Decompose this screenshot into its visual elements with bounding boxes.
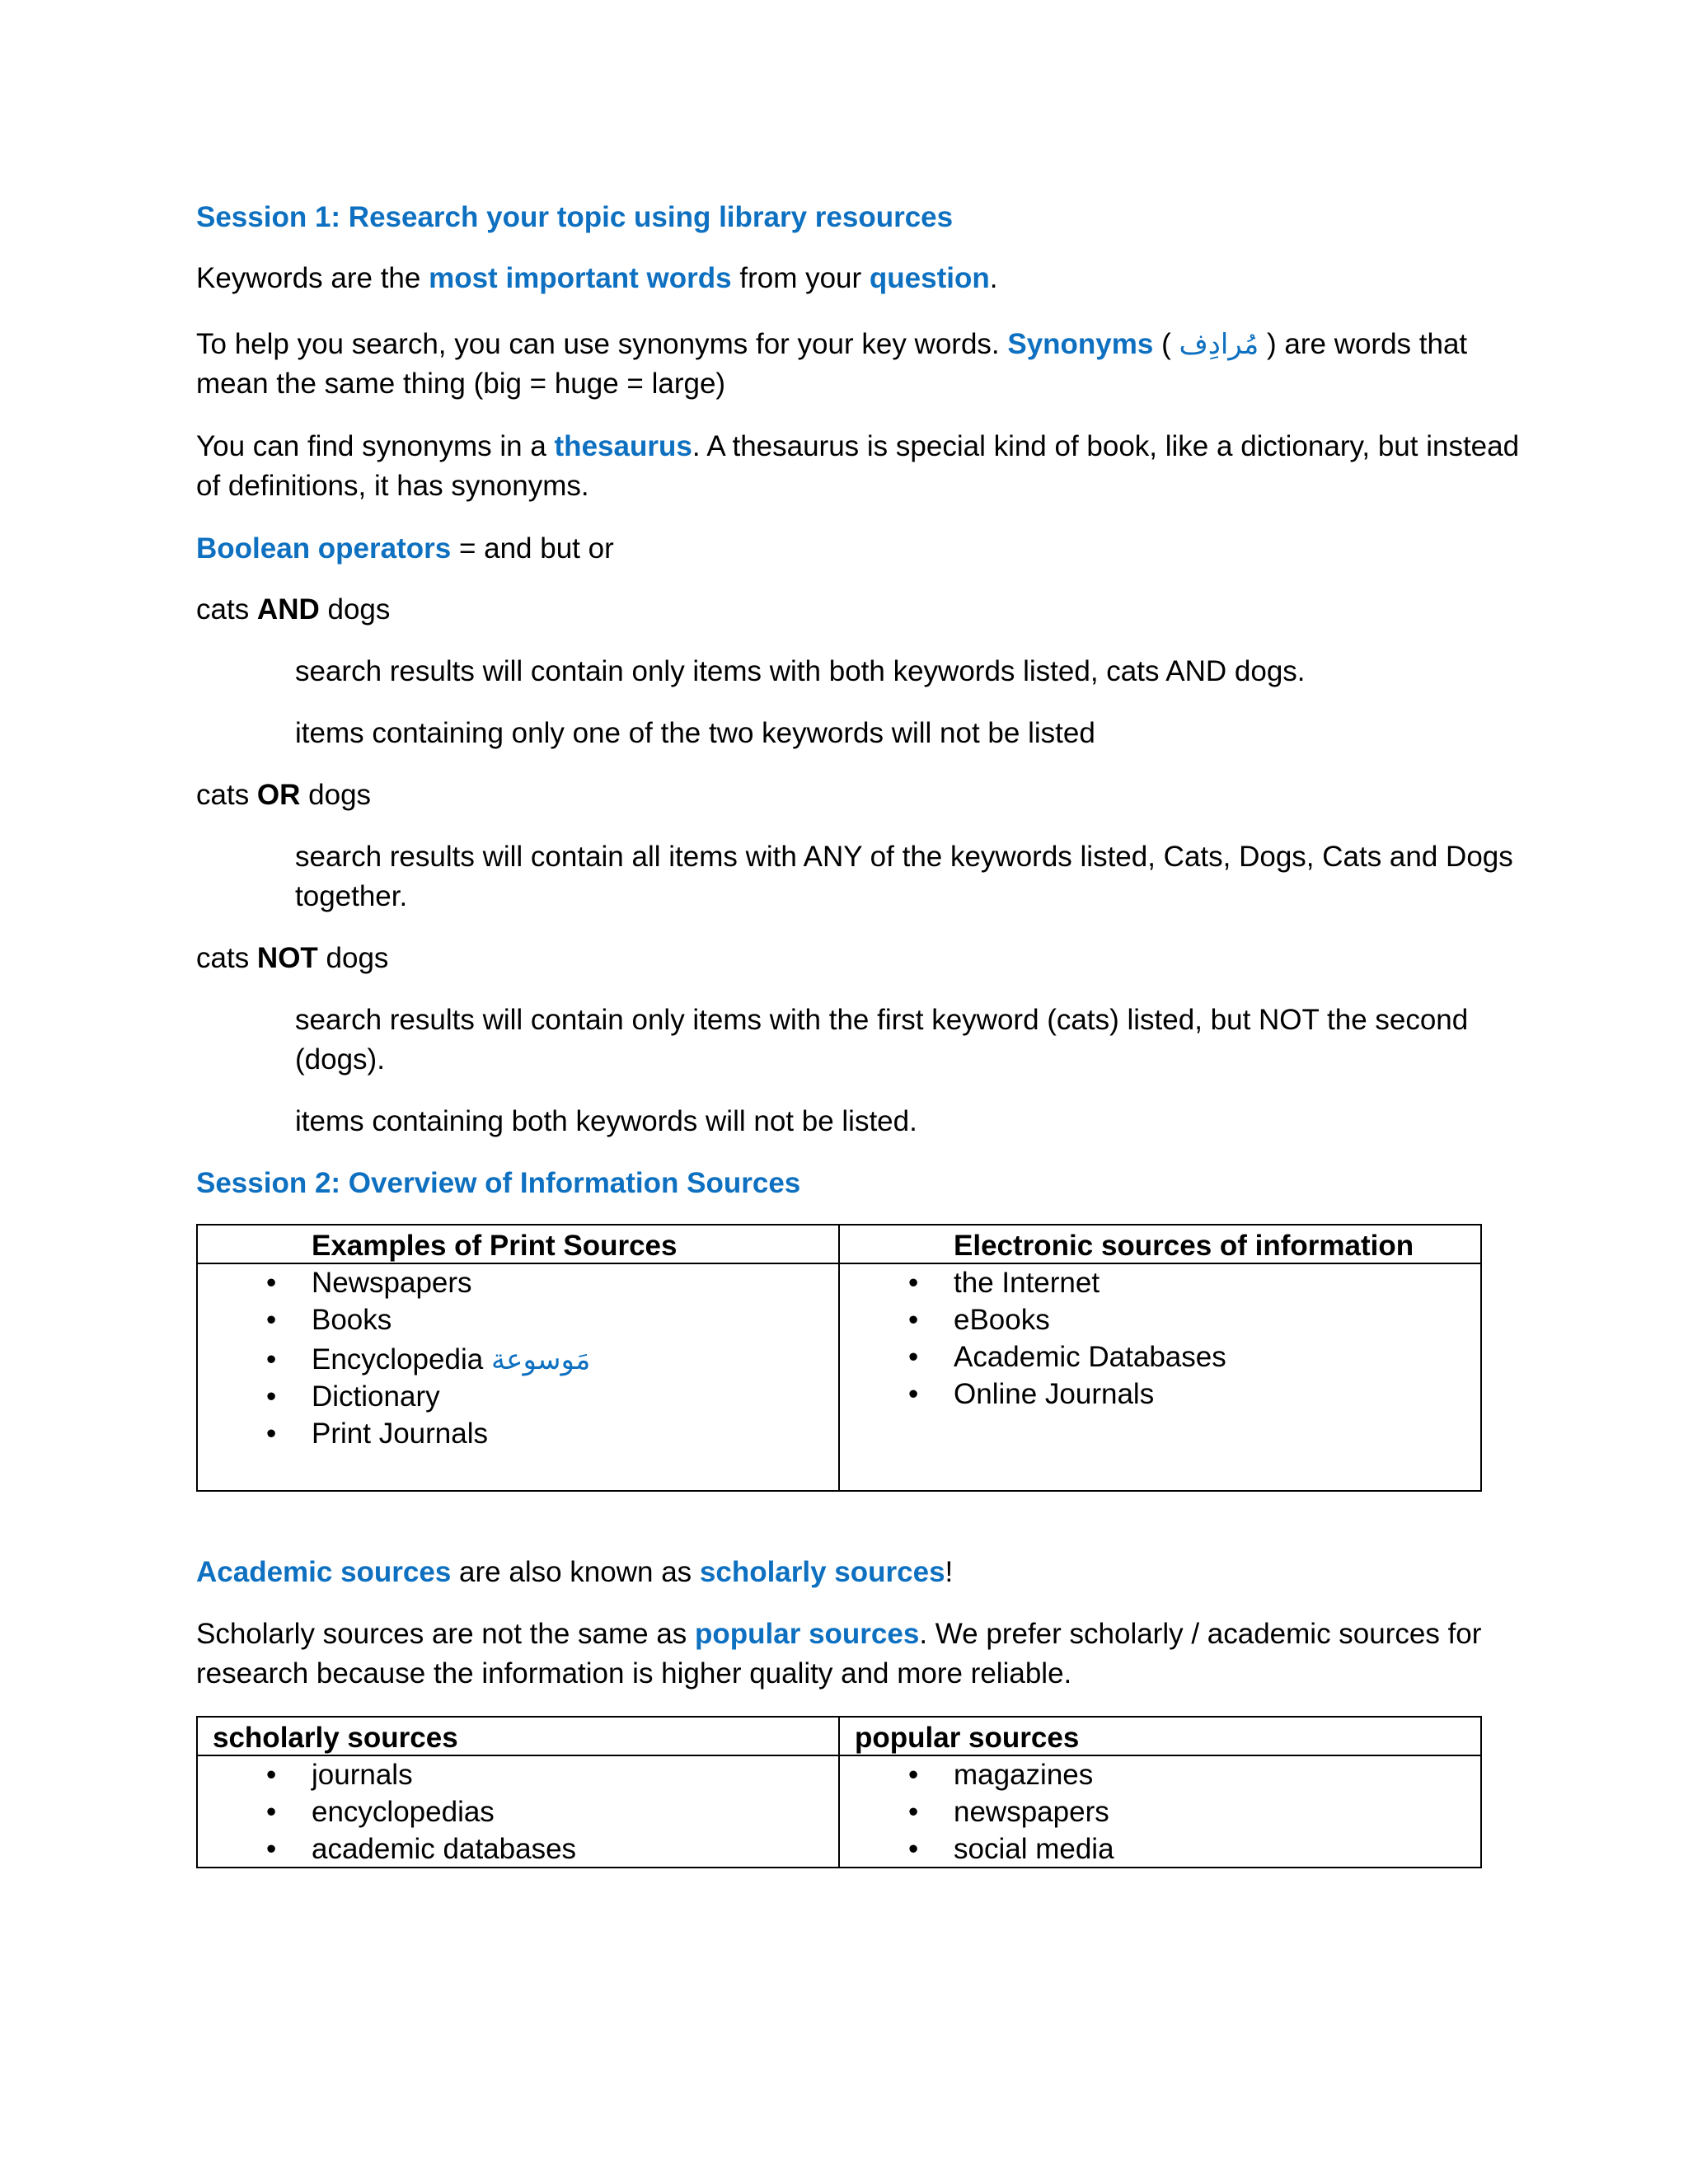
text: ( [1153,328,1179,360]
text: encyclopedias [312,1796,495,1828]
text: . We prefer scholarly / academic sources for [919,1618,1482,1650]
list-item [908,1830,1114,1868]
keywords-paragraph [196,264,997,293]
text: journals [312,1759,413,1791]
scholarly-popular-table [196,1716,1482,1868]
bullet: • [266,1343,277,1376]
operator-not: NOT [256,942,318,974]
table-column-divider [838,1718,840,1867]
text: You can find synonyms in a [196,430,555,462]
text: Scholarly sources are not the same as [196,1618,696,1650]
or-description-line-2: together. [295,880,408,912]
bullet: • [266,1796,277,1828]
boolean-operators-line [196,534,614,563]
list-item [266,1264,590,1301]
arabic-encyclopedia-word: مَوسوعة [490,1343,591,1376]
text: Keywords are the [196,262,429,294]
popular-sources-header: popular sources [855,1722,1080,1754]
synonyms-paragraph-line-1 [196,330,1467,359]
bullet: • [908,1304,919,1336]
list-item [908,1264,1226,1301]
list-item [266,1301,590,1338]
academic-sources-paragraph [196,1558,953,1586]
text: magazines [954,1759,1094,1791]
highlight-thesaurus: thesaurus [554,430,692,462]
popular-sources-paragraph-line-2: research because the information is higher quality and more reliable. [196,1657,1072,1690]
text: Newspapers [312,1267,472,1299]
not-description-2: items containing both keywords will not be listed. [295,1105,917,1137]
highlight-popular-sources: popular sources [695,1618,920,1650]
list-item [266,1793,576,1830]
text: Academic Databases [954,1341,1226,1373]
text: dogs [319,593,391,626]
text: ) are words that [1259,328,1468,360]
text: cats [196,779,257,811]
list-item [908,1756,1114,1793]
text: academic databases [312,1833,577,1865]
text: social media [954,1833,1114,1865]
highlight-scholarly-sources: scholarly sources [699,1556,945,1588]
bullet: • [908,1833,919,1865]
scholarly-sources-list [266,1756,577,1868]
list-item [266,1415,590,1452]
text: Encyclopedia [312,1343,484,1376]
text: Books [312,1304,392,1336]
and-example [196,595,390,624]
list-item [908,1376,1226,1413]
text: cats [196,593,257,626]
sources-table [196,1224,1482,1492]
bullet: • [908,1341,919,1373]
and-description-2: items containing only one of the two keywords will not be listed [295,717,1095,749]
session-2-heading: Session 2: Overview of Information Sources [196,1167,801,1199]
print-sources-header: Examples of Print Sources [312,1230,678,1262]
electronic-sources-header: Electronic sources of information [954,1230,1414,1262]
list-item [266,1378,590,1415]
or-description-line-1: search results will contain all items with ANY of the keywords listed, Cats, Dogs, Cats and Dogs [295,841,1513,873]
bullet: • [908,1759,919,1791]
bullet: • [908,1796,919,1828]
bullet: • [266,1418,277,1450]
list-item [908,1793,1114,1830]
list-item [266,1338,591,1378]
text: cats [196,942,257,974]
text: Dictionary [312,1380,440,1413]
text: To help you search, you can use synonyms for your key words. [196,328,1008,360]
bullet: • [266,1304,277,1336]
thesaurus-paragraph-line-1 [196,432,1519,461]
bullet: • [266,1759,277,1791]
bullet: • [266,1267,277,1299]
and-description-1: search results will contain only items with both keywords listed, cats AND dogs. [295,655,1306,687]
text: dogs [317,942,389,974]
popular-sources-paragraph-line-1 [196,1619,1481,1648]
highlight-boolean-operators: Boolean operators [196,532,452,565]
highlight-synonyms: Synonyms [1007,328,1154,360]
text: the Internet [954,1267,1100,1299]
bullet: • [266,1380,277,1413]
synonyms-paragraph-line-2: mean the same thing (big = huge = large) [196,368,726,400]
print-sources-list [266,1264,591,1452]
not-description-line-2: (dogs). [295,1043,385,1076]
text: from your [731,262,870,294]
text: . A thesaurus is special kind of book, like a dictionary, but instead [692,430,1520,462]
highlight-question: question [869,262,990,294]
text: = and but or [451,532,614,565]
bullet: • [266,1833,277,1865]
list-item [266,1756,576,1793]
bullet: • [908,1267,919,1299]
electronic-sources-list [908,1264,1226,1413]
text: Online Journals [954,1378,1155,1410]
popular-sources-list [908,1756,1114,1868]
list-item [266,1830,577,1868]
scholarly-sources-header: scholarly sources [213,1722,458,1754]
text: eBooks [954,1304,1050,1336]
text: newspapers [954,1796,1109,1828]
thesaurus-paragraph-line-2: of definitions, it has synonyms. [196,470,589,502]
text: . [989,262,998,294]
not-example [196,944,388,972]
text: Print Journals [312,1418,488,1450]
text: dogs [300,779,372,811]
highlight-academic-sources: Academic sources [196,1556,452,1588]
not-description-line-1: search results will contain only items with the first keyword (cats) listed, but NOT the second [295,1004,1469,1036]
list-item [908,1338,1226,1376]
operator-and: AND [256,593,320,626]
list-item [908,1301,1226,1338]
or-example [196,780,371,809]
text: are also known as [451,1556,700,1588]
text: ! [945,1556,954,1588]
highlight-most-important-words: most important words [429,262,732,294]
bullet: • [908,1378,919,1410]
operator-or: OR [256,779,301,811]
arabic-synonym-word: مُرادِف [1179,328,1259,361]
table-column-divider [838,1226,840,1490]
session-1-heading: Session 1: Research your topic using library resources [196,201,954,233]
